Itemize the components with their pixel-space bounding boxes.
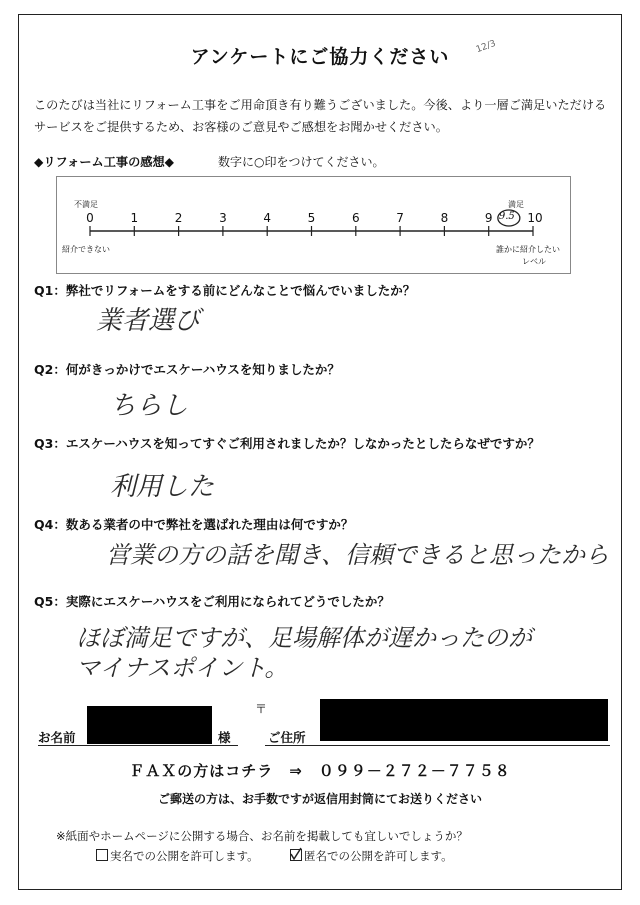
q5-answer-line1: ほぼ満足ですが、足場解体が遅かったのが bbox=[76, 624, 532, 652]
mail-line: ご郵送の方は、お手数ですが返信用封筒にてお送りください bbox=[157, 792, 482, 806]
q2-label: Q2：何がきっかけでエスケーハウスを知りましたか？ bbox=[34, 362, 340, 377]
real-name-checkbox[interactable] bbox=[96, 849, 108, 861]
q1-answer: 業者選び bbox=[96, 306, 201, 336]
tick-label-6: 6 bbox=[351, 211, 360, 225]
tick-label-10: 10 bbox=[527, 211, 543, 225]
scale-left-top: 不満足 bbox=[74, 200, 98, 209]
tick-label-9: 9 bbox=[484, 211, 493, 225]
intro-text: このたびは当社にリフォーム工事をご用命頂き有り難うございました。今後、より一層ご満足いただけるサービスをご提供するため、お客様のご意見やご感想をお聞かせください。 bbox=[34, 98, 607, 134]
page-title: アンケートにご協力ください bbox=[190, 46, 450, 68]
option-real-label: 実名での公開を許可します。 bbox=[110, 849, 259, 863]
q5-answer-line2: マイナスポイント。 bbox=[76, 654, 289, 682]
name-redaction bbox=[87, 706, 212, 744]
tick-label-3: 3 bbox=[219, 211, 227, 225]
scale-left-bottom: 紹介できない bbox=[62, 245, 110, 254]
address-redaction bbox=[320, 699, 608, 741]
rating-scale bbox=[56, 176, 571, 274]
postal-mark: 〒 bbox=[255, 702, 268, 716]
q5-label: Q5：実際にエスケーハウスをご利用になられてどうでしたか？ bbox=[34, 594, 390, 609]
anon-checkbox[interactable] bbox=[290, 849, 302, 861]
q1-label: Q1：弊社でリフォームをする前にどんなことで悩んでいましたか？ bbox=[34, 283, 416, 298]
name-label: お名前 bbox=[38, 730, 76, 745]
option-real[interactable] bbox=[96, 848, 259, 864]
rating-heading: ◆リフォーム工事の感想◆ bbox=[34, 155, 175, 169]
option-anon-label: 匿名での公開を許可します。 bbox=[304, 849, 453, 863]
name-underline bbox=[38, 745, 238, 746]
q2-answer: ちらし bbox=[110, 391, 189, 421]
q3-label: Q3：エスケーハウスを知ってすぐご利用されましたか？しなかったとしたらなぜですか？ bbox=[34, 436, 540, 451]
fax-line: ＦＡＸの方はコチラ ⇒ ０９９－２７２－７７５８ bbox=[129, 762, 511, 780]
sama-label: 様 bbox=[218, 730, 231, 745]
rating-instruction: 数字に○印をつけてください。 bbox=[218, 155, 385, 169]
tick-label-0: 0 bbox=[86, 211, 94, 225]
tick-label-4: 4 bbox=[263, 211, 271, 225]
survey-frame bbox=[18, 14, 622, 890]
tick-label-2: 2 bbox=[174, 211, 183, 225]
tick-label-5: 5 bbox=[307, 211, 316, 225]
scale-right-bottom-2: レベル bbox=[522, 257, 546, 266]
date-note: 12/3 bbox=[474, 38, 498, 56]
tick-label-1: 1 bbox=[130, 211, 139, 225]
tick-label-7: 7 bbox=[396, 211, 404, 225]
scale-right-bottom-1: 誰かに紹介したい bbox=[496, 245, 560, 254]
scale-right-top: 満足 bbox=[508, 200, 524, 209]
q4-label: Q4：数ある業者の中で弊社を選ばれた理由は何ですか？ bbox=[34, 517, 354, 532]
check-icon bbox=[290, 847, 302, 861]
address-label: ご住所 bbox=[268, 730, 306, 745]
option-anon[interactable] bbox=[290, 848, 453, 864]
address-underline bbox=[265, 745, 610, 746]
selected-rating-value: 9.5 bbox=[498, 211, 515, 222]
q4-answer: 営業の方の話を聞き、信頼できると思ったから bbox=[106, 541, 610, 569]
tick-label-8: 8 bbox=[440, 211, 449, 225]
publish-question: ※紙面やホームページに公開する場合、お名前を掲載しても宜しいでしょうか？ bbox=[56, 829, 468, 843]
q3-answer: 利用した bbox=[110, 472, 215, 502]
